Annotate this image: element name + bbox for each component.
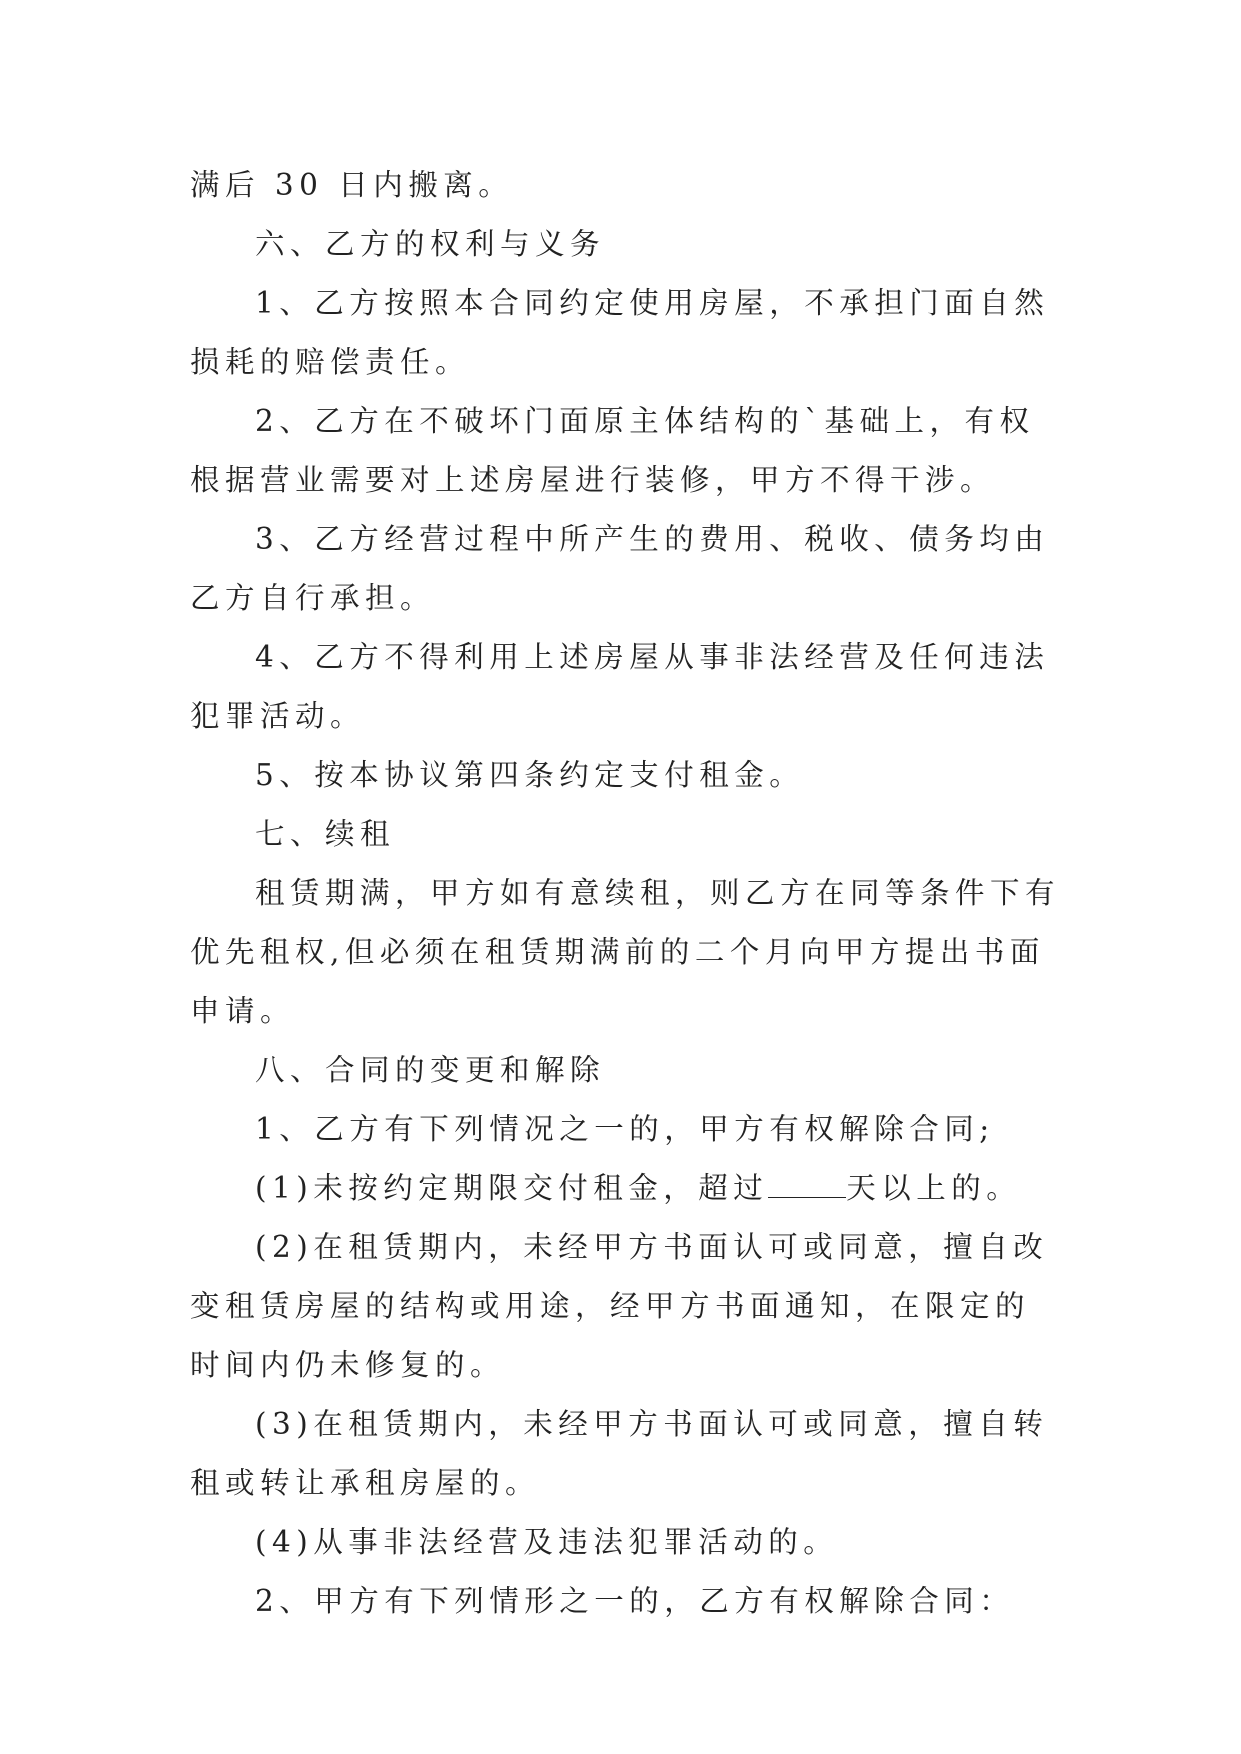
section-heading-six: 六、乙方的权利与义务	[255, 227, 606, 261]
clause-6-3: 3、乙方经营过程中所产生的费用、税收、债务均由乙方自行承担。	[190, 522, 1050, 615]
clause-8-1: 1、乙方有下列情况之一的，甲方有权解除合同;	[255, 1112, 995, 1146]
clause-6-5: 5、按本协议第四条约定支付租金。	[255, 758, 805, 792]
clause-6-1: 1、乙方按照本合同约定使用房屋，不承担门面自然损耗的赔偿责任。	[190, 286, 1050, 379]
section-heading-eight: 八、合同的变更和解除	[255, 1053, 606, 1087]
renewal-paragraph: 租赁期满，甲方如有意续租，则乙方在同等条件下有优先租权,但必须在租赁期满前的二个月向甲方提出书面申请。	[190, 876, 1061, 1028]
clause-8-1-item-3: (3)在租赁期内，未经甲方书面认可或同意，擅自转租或转让承租房屋的。	[190, 1407, 1049, 1500]
paragraph-continuation: 满后 30 日内搬离。	[190, 168, 514, 202]
clause-8-1-item-1-before: (1)未按约定期限交付租金，超过	[255, 1171, 769, 1205]
document-body	[190, 156, 1060, 1631]
section-heading-seven: 七、续租	[255, 817, 396, 851]
clause-8-1-item-1	[190, 1159, 1060, 1218]
clause-8-2: 2、甲方有下列情形之一的，乙方有权解除合同：	[255, 1584, 1015, 1618]
clause-6-4: 4、乙方不得利用上述房屋从事非法经营及任何违法犯罪活动。	[190, 640, 1050, 733]
clause-8-1-item-1-after: 天以上的。	[846, 1171, 1022, 1205]
clause-6-2: 2、乙方在不破坏门面原主体结构的`基础上，有权根据营业需要对上述房屋进行装修，甲方不得干涉。	[190, 404, 1035, 497]
clause-8-1-item-2: (2)在租赁期内，未经甲方书面认可或同意，擅自改变租赁房屋的结构或用途，经甲方书面通知，在限定的时间内仍未修复的。	[190, 1230, 1049, 1382]
fill-in-blank	[768, 1171, 846, 1198]
clause-8-1-item-4: (4)从事非法经营及违法犯罪活动的。	[255, 1525, 839, 1559]
